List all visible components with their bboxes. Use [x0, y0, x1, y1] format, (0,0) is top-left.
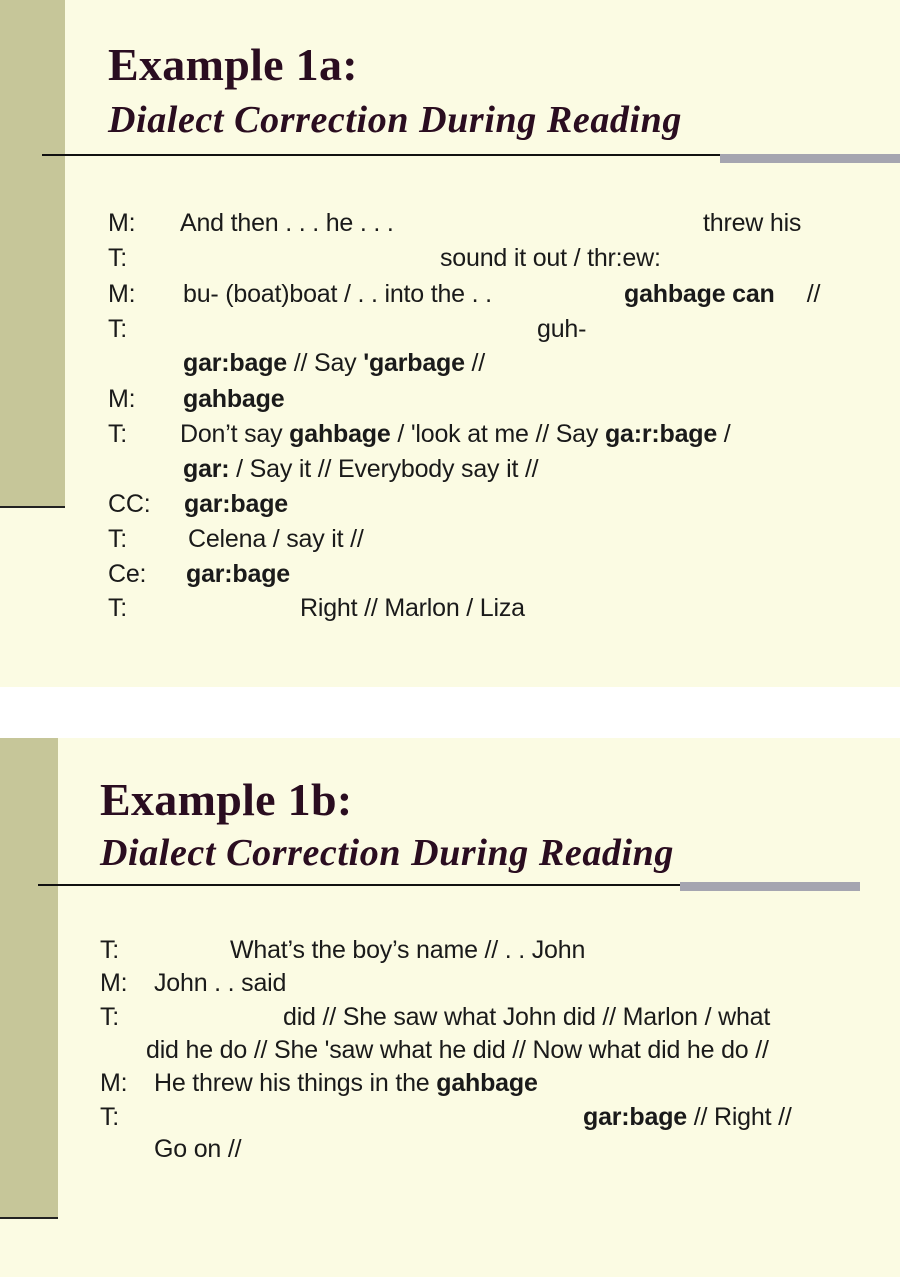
speaker-label: T: — [108, 525, 128, 553]
utterance-bold: gar:bage — [583, 1103, 687, 1131]
utterance-bold: gar:bage — [184, 490, 288, 518]
utterance-bold: gar: — [183, 455, 230, 483]
utterance-text: sound it out / thr:ew: — [440, 244, 661, 272]
utterance-text: // — [800, 280, 821, 308]
utterance-bold: gahbage — [183, 385, 285, 413]
utterance-bold: 'garbage — [363, 349, 465, 377]
speaker-label: CC: — [108, 490, 151, 518]
utterance-text: did // She saw what John did // Marlon / what — [283, 1003, 771, 1031]
utterance-bold: gar:bage — [183, 349, 287, 377]
speaker-label: T: — [108, 594, 128, 622]
slide-subtitle: Dialect Correction During Reading — [108, 99, 683, 141]
utterance-text: / Say it // Everybody say it // — [229, 455, 539, 483]
speaker-label: M: — [100, 969, 128, 997]
speaker-label: M: — [100, 1069, 128, 1097]
utterance-text: threw his — [703, 209, 802, 237]
speaker-label: T: — [100, 936, 120, 964]
slide-subtitle: Dialect Correction During Reading — [100, 832, 675, 874]
utterance-text: // Right // — [686, 1103, 792, 1131]
speaker-label: T: — [108, 315, 128, 343]
utterance-text: // — [464, 349, 486, 377]
speaker-label: T: — [100, 1103, 120, 1131]
slide-title: Example 1a: — [108, 39, 358, 90]
slide-example-1b — [0, 738, 900, 1277]
utterance-text: / — [717, 420, 731, 448]
utterance-text: Go on // — [154, 1135, 242, 1163]
sidebar-tick — [0, 1217, 58, 1219]
slide-sidebar — [0, 0, 65, 507]
utterance-text: did he do // She 'saw what he did // Now what did he do // — [146, 1036, 769, 1064]
utterance-text: / 'look at me // Say — [390, 420, 605, 448]
sidebar-tick — [0, 506, 65, 508]
utterance-text: John . . said — [154, 969, 287, 997]
utterance-text: What’s the boy’s name // . . John — [230, 936, 586, 964]
utterance-bold: gar:bage — [186, 560, 290, 588]
utterance-bold: gahbage can — [624, 280, 775, 308]
utterance-text: Right // Marlon / Liza — [300, 594, 525, 622]
slide-sidebar — [0, 738, 58, 1218]
title-accent-bar — [680, 882, 860, 891]
speaker-label: M: — [108, 280, 136, 308]
speaker-label: T: — [108, 244, 128, 272]
utterance-bold: gahbage — [436, 1069, 538, 1097]
utterance-bold: ga:r:bage — [604, 420, 718, 448]
utterance-text: // Say — [286, 349, 364, 377]
utterance-text: He threw his things in the — [154, 1069, 437, 1097]
utterance-text: Don’t say — [180, 420, 290, 448]
title-accent-bar — [720, 154, 900, 163]
speaker-label: M: — [108, 385, 136, 413]
utterance-text: Celena / say it // — [188, 525, 364, 553]
speaker-label: M: — [108, 209, 136, 237]
utterance-text: And then . . . he . . . — [180, 209, 394, 237]
utterance-bold: gahbage — [289, 420, 391, 448]
speaker-label: T: — [100, 1003, 120, 1031]
slide-title: Example 1b: — [100, 774, 353, 825]
utterance-text: bu- (boat)boat / . . into the . . — [183, 280, 492, 308]
speaker-label: T: — [108, 420, 128, 448]
speaker-label: Ce: — [108, 560, 147, 588]
utterance-text: guh- — [537, 315, 587, 343]
